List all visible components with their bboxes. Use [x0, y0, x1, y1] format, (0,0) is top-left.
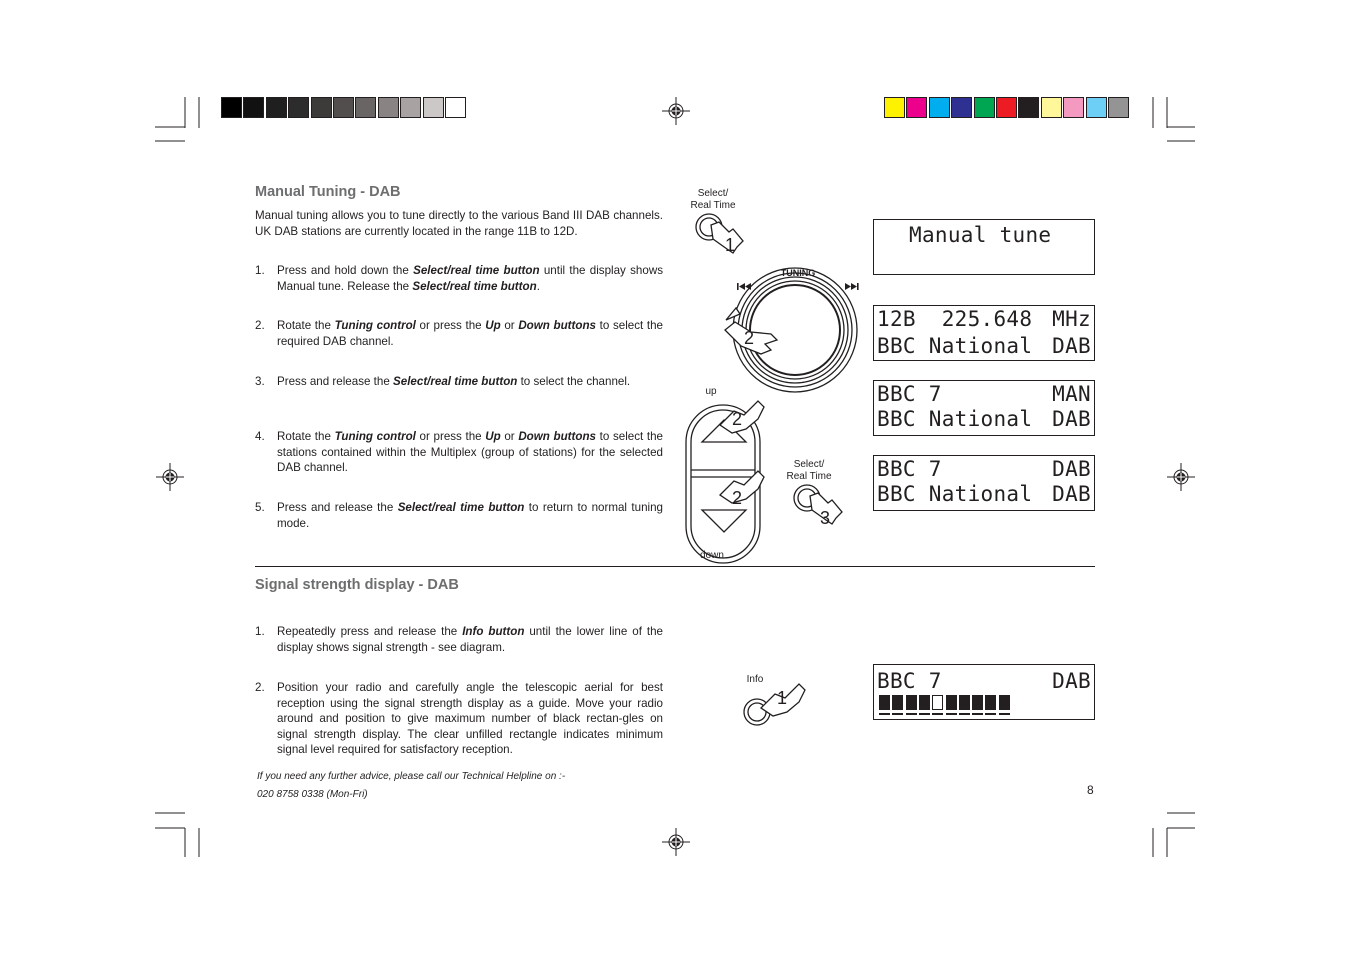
emphasis-text: Tuning control [334, 430, 416, 443]
step-text: Press and release the Select/real time button to select the channel. [277, 375, 631, 388]
color-swatch [906, 97, 927, 118]
emphasis-text: Select/real time button [413, 264, 540, 277]
lcd-text: DAB [1052, 669, 1091, 693]
color-swatch [333, 97, 354, 118]
signal-underline [879, 713, 890, 715]
page-number: 8 [1087, 783, 1094, 797]
step-text: Position your radio and carefully angle the telescopic aerial for best reception using the signal strength display as a guide. Move your radio around and position to give maximum number of black rectan-gles on signal strength display. The clear unfilled rectangle indicates minimum signal level required for satisfactory reception. [277, 681, 663, 756]
color-swatch [996, 97, 1017, 118]
emphasis-text: Select/real time button [397, 501, 525, 514]
step-number-marker: 1 [777, 688, 788, 708]
emphasis-text: Select/real time button [393, 375, 518, 388]
signal-underline [906, 713, 917, 715]
step-number: 3. [255, 375, 265, 388]
radio-controls-diagram [680, 180, 870, 570]
emphasis-text: Down buttons [518, 430, 597, 443]
signal-underline [972, 713, 983, 715]
signal-underline [932, 713, 943, 715]
signal-underline [985, 713, 996, 715]
color-swatch [355, 97, 376, 118]
lcd-line-2 [877, 407, 1091, 431]
color-swatch [378, 97, 399, 118]
signal-segment [985, 695, 996, 710]
signal-segment [946, 695, 957, 710]
step-number: 4. [255, 430, 265, 443]
lcd-line-1: Manual tune [909, 223, 1052, 247]
lcd-display-station-man [873, 380, 1095, 436]
signal-segment [906, 695, 917, 710]
color-swatch [423, 97, 444, 118]
helpline-phone: 020 8758 0338 (Mon-Fri) [257, 789, 368, 800]
step-text: Rotate the Tuning control or press the Up or Down buttons to select the stations contained within the Multiplex (group of stations) for the selected DAB channel. [277, 430, 663, 474]
step-number: 1. [255, 264, 265, 277]
step-text: Press and release the Select/real time button to return to normal tuning mode. [277, 501, 663, 530]
signal-underline [892, 713, 903, 715]
lcd-text: DAB [1052, 457, 1091, 481]
color-swatch [974, 97, 995, 118]
lcd-line-1 [877, 669, 1091, 693]
lcd-text: DAB [1052, 407, 1091, 431]
step-number-marker: 2 [744, 328, 755, 348]
lcd-line-1 [877, 307, 1091, 331]
step-number: 2. [255, 319, 265, 332]
signal-segment [919, 695, 930, 710]
signal-segment [959, 695, 970, 710]
signal-underline [999, 713, 1010, 715]
emphasis-text: Down buttons [518, 319, 597, 332]
down-arrow-icon [702, 510, 746, 532]
color-swatch [1086, 97, 1107, 118]
tuning-label: TUNING [780, 268, 816, 278]
color-swatch [243, 97, 264, 118]
signal-underline [946, 713, 957, 715]
lcd-display-channel [873, 305, 1095, 361]
lcd-text: DAB [1052, 334, 1091, 358]
lcd-line-2 [877, 482, 1091, 506]
lcd-line-1 [877, 457, 1091, 481]
signal-segment [879, 695, 890, 710]
lcd-display-station-dab [873, 455, 1095, 511]
step-text: Press and hold down the Select/real time button until the display shows Manual tune. Release the Select/real time button. [277, 264, 663, 293]
info-button-diagram [735, 660, 815, 730]
down-label: down [700, 550, 724, 561]
color-swatch [311, 97, 332, 118]
color-swatch [1018, 97, 1039, 118]
lcd-text: BBC 7 [877, 457, 942, 481]
step-number: 2. [255, 681, 265, 694]
helpline-text: If you need any further advice, please call our Technical Helpline on :- [257, 771, 566, 782]
emphasis-text: Up [485, 319, 501, 332]
color-swatch [266, 97, 287, 118]
emphasis-text: Info button [462, 625, 525, 638]
emphasis-text: Up [485, 430, 501, 443]
signal-threshold-segment [932, 695, 943, 710]
section-title-manual-tuning: Manual Tuning - DAB [255, 184, 401, 200]
signal-segment [892, 695, 903, 710]
lcd-display-signal-strength [873, 664, 1095, 720]
step-number: 1. [255, 625, 265, 638]
lcd-text: DAB [1052, 482, 1091, 506]
signal-segment [999, 695, 1010, 710]
signal-underline [959, 713, 970, 715]
select-real-time-label: Select/ Real Time [786, 459, 832, 482]
lcd-text: BBC National [877, 482, 1033, 506]
signal-segment [972, 695, 983, 710]
emphasis-text: Tuning control [334, 319, 416, 332]
lcd-line-1 [877, 382, 1091, 406]
step-text: Repeatedly press and release the Info button until the lower line of the display shows signal strength - see diagram. [277, 625, 663, 654]
color-swatch [951, 97, 972, 118]
info-label: Info [746, 674, 764, 685]
step-number: 5. [255, 501, 265, 514]
color-swatch [1063, 97, 1084, 118]
color-swatch [884, 97, 905, 118]
color-swatch [445, 97, 466, 118]
step-number-marker: 3 [820, 508, 831, 528]
lcd-display-manual-tune [873, 219, 1095, 275]
lcd-text: 12B 225.648 [877, 307, 1033, 331]
color-swatch [1108, 97, 1129, 118]
step-number-marker: 1 [725, 235, 736, 255]
color-swatch [288, 97, 309, 118]
color-swatch [400, 97, 421, 118]
step-number-marker: 2 [732, 488, 743, 508]
up-label: up [705, 386, 717, 397]
color-swatch [221, 97, 242, 118]
select-real-time-label: Select/ Real Time [690, 188, 736, 211]
intro-paragraph: Manual tuning allows you to tune directly to the various Band III DAB channels. UK DAB stations are currently located in the range 11B to 12D. [255, 209, 663, 238]
step-number-marker: 2 [732, 409, 743, 429]
lcd-text: BBC 7 [877, 669, 942, 693]
lcd-text: BBC 7 [877, 382, 942, 406]
section-title-signal-strength: Signal strength display - DAB [255, 577, 459, 593]
lcd-text: BBC National [877, 334, 1033, 358]
color-swatch [1041, 97, 1062, 118]
lcd-text: BBC National [877, 407, 1033, 431]
step-text: Rotate the Tuning control or press the Up or Down buttons to select the required DAB channel. [277, 319, 663, 348]
lcd-line-2 [877, 334, 1091, 358]
section-divider [255, 566, 1095, 567]
lcd-text: MAN [1052, 382, 1091, 406]
color-swatch [929, 97, 950, 118]
emphasis-text: Select/real time button [412, 279, 537, 293]
lcd-text: MHz [1052, 307, 1091, 331]
signal-underline [919, 713, 930, 715]
